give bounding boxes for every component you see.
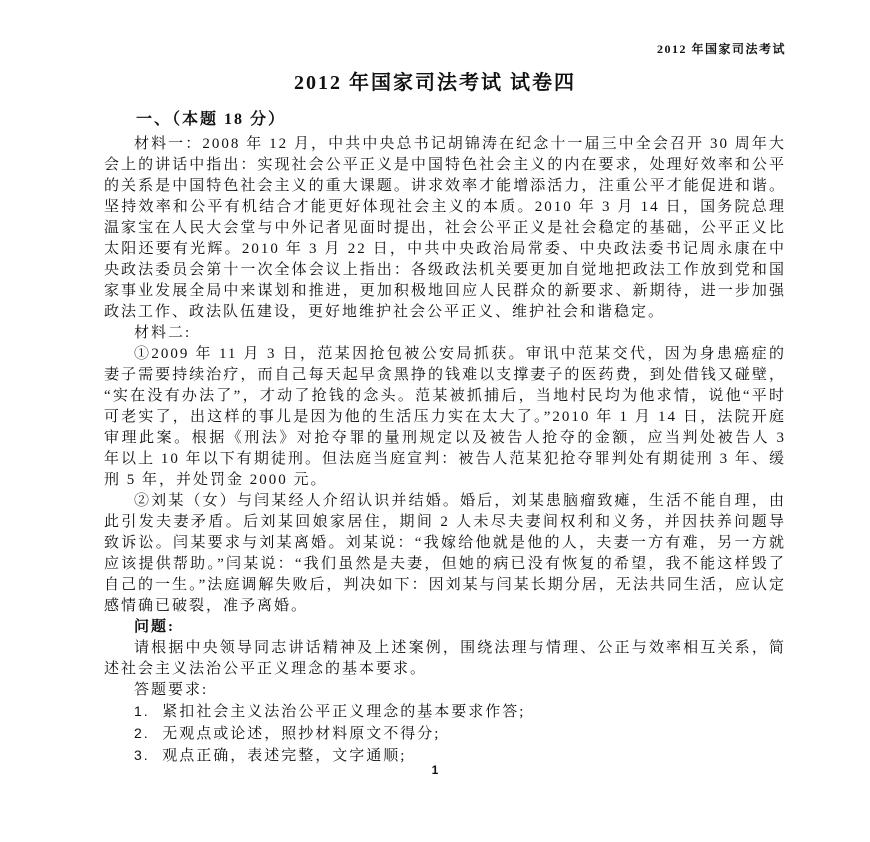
requirement-number: 3. — [134, 747, 150, 763]
question-label: 问题: — [134, 619, 175, 635]
page-title: 2012 年国家司法考试 试卷四 — [294, 72, 576, 94]
paragraph-material-one: 材料一：2008 年 12 月，中共中央总书记胡锦涛在纪念十一届三中全会召开 30 周年大会上的讲话中指出：实现社会公平正义是中国特色社会主义的内在要求，处理好效率和公平的关系是中国特色社会主义的重大课题。讲求效率才能增添活力，注重公平才能促进和谐。坚持效率和公平有机结合才能更好体现社会主义的本质。2010 年 3 月 14 日，国务院总理温家宝在人民大会堂与中外记者见面时提出，社会公平正义是社会稳定的基础，公平正义比太阳还要有光辉。2010 年 3 月 22 日，中共中央政治局常委、中央政法委书记周永康在中央政法委员会第十一次全体会议上指出：各级政法机关要更加自觉地把政法工作放到党和国家事业发展全局中来谋划和推进，更加积极地回应人民群众的新要求、新期待，进一步加强政法工作、政法队伍建设，更好地维护社会公平正义、维护社会和谐稳定。 — [104, 136, 786, 320]
running-header: 2012 年国家司法考试 — [656, 42, 786, 56]
requirement-text: 观点正确，表述完整，文字通顺; — [162, 748, 407, 764]
question-text: 请根据中央领导同志讲话精神及上述案例，围绕法理与情理、公正与效率相互关系，简述社会主义法治公平正义理念的基本要求。 — [104, 640, 786, 677]
requirement-text: 无观点或论述，照抄材料原文不得分; — [162, 726, 441, 742]
section-heading: 一、（本题 18 分） — [136, 111, 287, 128]
requirement-text: 紧扣社会主义法治公平正义理念的基本要求作答; — [162, 704, 526, 720]
paragraph-case-one: ①2009 年 11 月 3 日，范某因抢包被公安局抓获。审讯中范某交代，因为身患癌症的妻子需要持续治疗，而自己每天起早贪黑挣的钱难以支撑妻子的医药费，到处借钱又碰壁，“实在没有办法了”，才动了抢钱的念头。范某被抓捕后，当地村民均为他求情，说他“平时可老实了，出这样的事儿是因为他的生活压力实在太大了。”2010 年 1 月 14 日，法院开庭审理此案。根据《刑法》对抢夺罪的量刑规定以及被告人抢夺的金额，应当判处被告人 3 年以上 10 年以下有期徒刑。但法庭当庭宣判：被告人范某犯抢夺罪判处有期徒刑 3 年、缓刑 5 年，并处罚金 2000 元。 — [104, 346, 786, 488]
requirement-number: 1. — [134, 703, 150, 719]
material-two-label: 材料二: — [134, 325, 192, 341]
requirement-number: 2. — [134, 725, 150, 741]
paragraph-case-two: ②刘某（女）与闫某经人介绍认识并结婚。婚后，刘某患脑瘤致瘫，生活不能自理，由此引发夫妻矛盾。后刘某回娘家居住，期间 2 人未尽夫妻间权利和义务，并因扶养问题导致诉讼。闫某要求与刘某离婚。刘某说：“我嫁给他就是他的人，夫妻一方有难，另一方就应该提供帮助。”闫某说：“我们虽然是夫妻，但她的病已没有恢复的希望，我不能这样毁了自己的一生。”法庭调解失败后，判决如下：因刘某与闫某长期分居，无法共同生活，应认定感情确已破裂，准予离婚。 — [104, 493, 786, 614]
answer-requirement-item — [104, 701, 786, 723]
answer-requirements-label: 答题要求: — [134, 682, 209, 698]
page-number: 1 — [431, 763, 439, 777]
answer-requirement-item — [104, 723, 786, 745]
document-body — [104, 108, 786, 767]
